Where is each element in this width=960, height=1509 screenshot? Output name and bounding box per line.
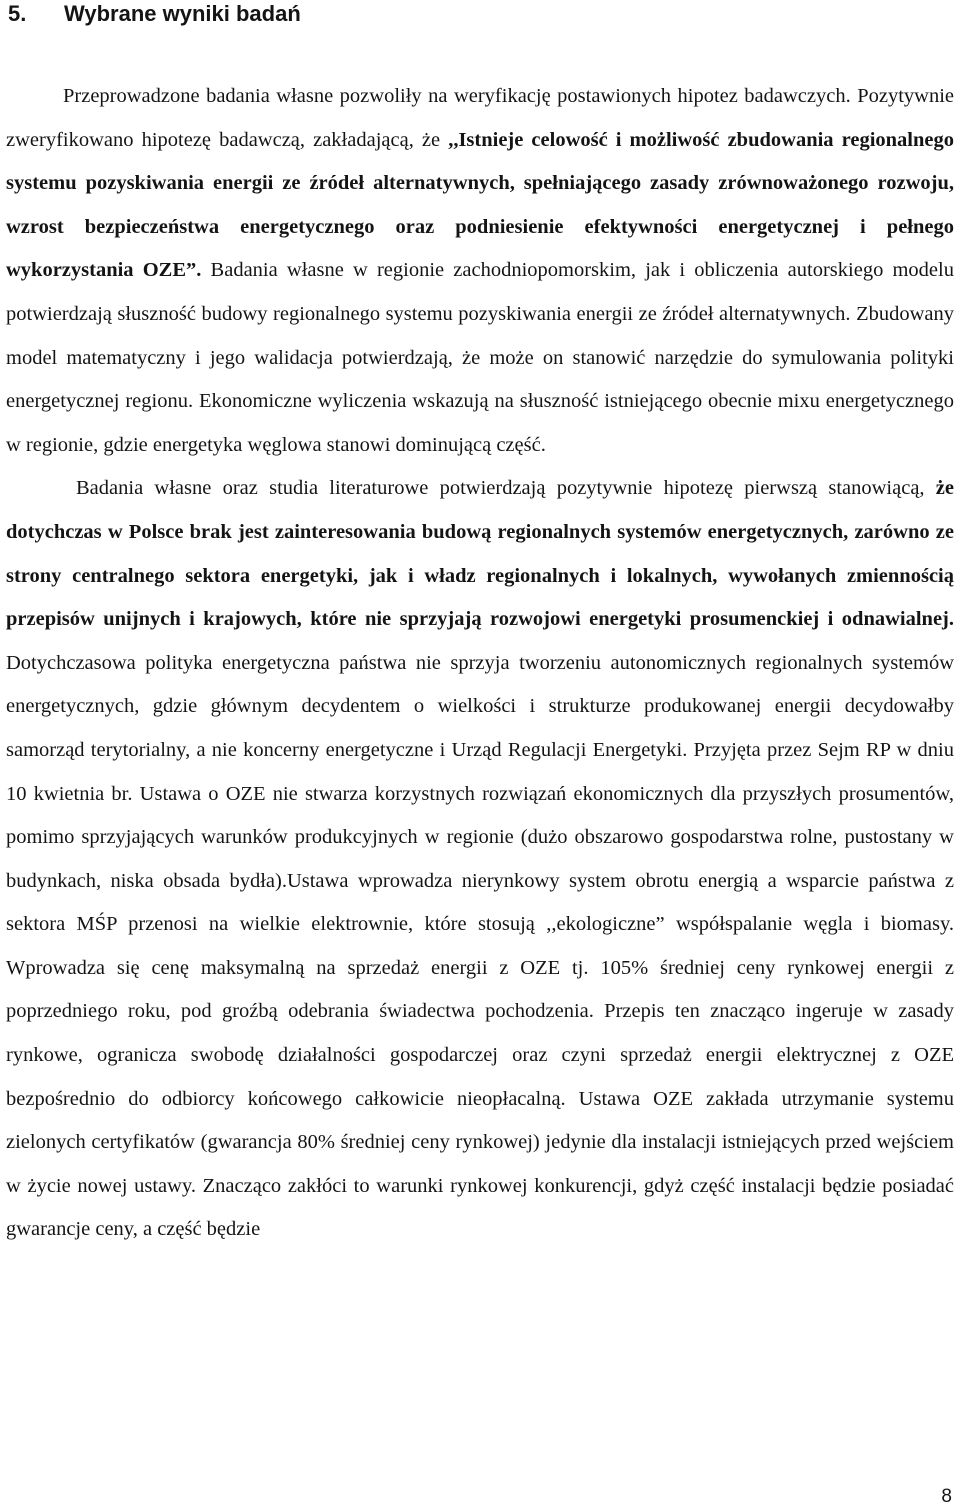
section-heading: [8, 0, 301, 28]
document-body: [6, 75, 954, 1252]
paragraph-1-rest: Badania własne w regionie zachodniopomorskim, jak i obliczenia autorskiego modelu potwierdzają słuszność budowy regionalnego systemu pozyskiwania energii ze źródeł alternatywnych. Zbudowany model matematyczny i jego walidacja potwierdzają, że może on stanowić narzędzie do symulowania polityki energetycznej regionu. Ekonomiczne wyliczenia wskazują na słuszność istniejącego obecnie mixu energetycznego w regionie, gdzie energetyka węglowa stanowi dominującą część.: [6, 259, 954, 456]
paragraph-2-intro: Badania własne oraz studia literaturowe potwierdzają pozytywnie hipotezę pierwszą stanowiącą,: [76, 477, 936, 500]
page-number: 8: [941, 1486, 952, 1507]
paragraph-1-intro: Przeprowadzone badania własne pozwoliły na weryfikację postawionych hipotez badawczych. Pozytywnie zweryfikowano hipotezę badawczą, zakładającą, że: [6, 85, 954, 151]
paragraph-1-hypothesis: ,,Istnieje celowość i możliwość zbudowania regionalnego systemu pozyskiwania energii ze źródeł alternatywnych, spełniającego zasady zrównoważonego rozwoju, wzrost bezpieczeństwa energetycznego oraz podniesienie efektywności energetycznej i pełnego wykorzystania OZE”.: [6, 128, 954, 282]
paragraph-2: [6, 467, 954, 1252]
section-title: Wybrane wyniki badań: [64, 1, 301, 26]
paragraph-2-rest: Dotychczasowa polityka energetyczna państwa nie sprzyja tworzeniu autonomicznych regionalnych systemów energetycznych, gdzie głównym decydentem o wielkości i strukturze produkowanej energii decydowałby samorząd terytorialny, a nie koncerny energetyczne i Urząd Regulacji Energetyki. Przyjęta przez Sejm RP w dniu 10 kwietnia br. Ustawa o OZE nie stwarza korzystnych rozwiązań ekonomicznych dla przyszłych prosumentów, pomimo sprzyjających warunków produkcyjnych w regionie (dużo obszarowo gospodarstwa rolne, pustostany w budynkach, niska obsada bydła).Ustawa wprowadza nierynkowy system obrotu energią a wsparcie państwa z sektora MŚP przenosi na wielkie elektrownie, które stosują ,,ekologiczne” współspalanie węgla i biomasy. Wprowadza się cenę maksymalną na sprzedaż energii z OZE tj. 105% średniej ceny rynkowej energii z poprzedniego roku, pod groźbą odebrania świadectwa pochodzenia. Przepis ten znacząco ingeruje w zasady rynkowe, ogranicza swobodę działalności gospodarczej oraz czyni sprzedaż energii elektrycznej z OZE bezpośrednio do odbiorcy końcowego całkowicie nieopłacalną. Ustawa OZE zakłada utrzymanie systemu zielonych certyfikatów (gwarancja 80% średniej ceny rynkowej) jedynie dla instalacji istniejących przed wejściem w życie nowej ustawy. Znacząco zakłóci to warunki rynkowej konkurencji, gdyż część instalacji będzie posiadać gwarancje ceny, a część będzie: [6, 651, 954, 1241]
paragraph-1: [6, 75, 954, 467]
paragraph-2-hypothesis: że dotychczas w Polsce brak jest zainteresowania budową regionalnych systemów energetycznych, zarówno ze strony centralnego sektora energetyki, jak i władz regionalnych i lokalnych, wywołanych zmiennością przepisów unijnych i krajowych, które nie sprzyjają rozwojowi energetyki prosumenckiej i odnawialnej.: [6, 477, 954, 631]
section-number: 5.: [8, 1, 27, 26]
